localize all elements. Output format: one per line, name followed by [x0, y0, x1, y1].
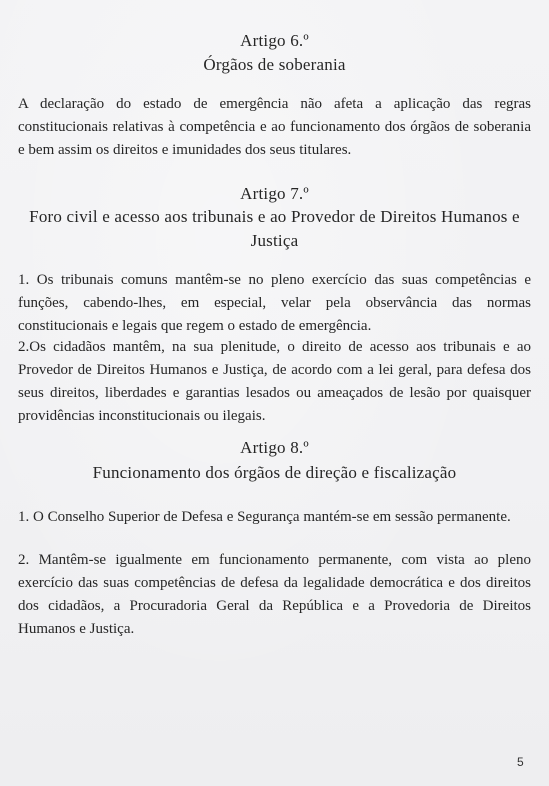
- article-7-paragraph-1: 1. Os tribunais comuns mantêm-se no pleno exercício das suas competências e funções, cabendo-lhes, em especial, velar pela observância das normas constitucionais e legais que regem o estado de emergência.: [18, 272, 531, 334]
- article-6-number: Artigo 6.º: [240, 31, 309, 50]
- article-6-title: Órgãos de soberania: [203, 55, 346, 74]
- article-7-title: Foro civil e acesso aos tribunais e ao Provedor de Direitos Humanos e Justiça: [29, 207, 520, 250]
- article-7-number: Artigo 7.º: [240, 184, 309, 203]
- article-8-paragraph-1: 1. O Conselho Superior de Defesa e Segurança mantém-se em sessão permanente.: [18, 509, 511, 525]
- article-8-title: Funcionamento dos órgãos de direção e fiscalização: [92, 463, 457, 482]
- article-6-paragraph: A declaração do estado de emergência não afeta a aplicação das regras constitucionais relativas à competência e ao funcionamento dos órgãos de soberania e bem assim os direitos e imunidades dos seus titulares.: [18, 96, 531, 158]
- page-number: 5: [517, 755, 524, 769]
- article-8-paragraph-2: 2. Mantêm-se igualmente em funcionamento permanente, com vista ao pleno exercício das suas competências de defesa da legalidade democrática e dos direitos dos cidadãos, a Procuradoria Geral da República e a Provedoria de Direitos Humanos e Justiça.: [18, 552, 531, 637]
- article-8-number: Artigo 8.º: [240, 438, 309, 457]
- article-7-paragraph-2: 2.Os cidadãos mantêm, na sua plenitude, o direito de acesso aos tribunais e ao Provedor de Direitos Humanos e Justiça, de acordo com a lei geral, para defesa dos seus direitos, liberdades e garantias lesados ou ameaçados de lesão por quaisquer providências inconstitucionais ou ilegais.: [18, 339, 531, 424]
